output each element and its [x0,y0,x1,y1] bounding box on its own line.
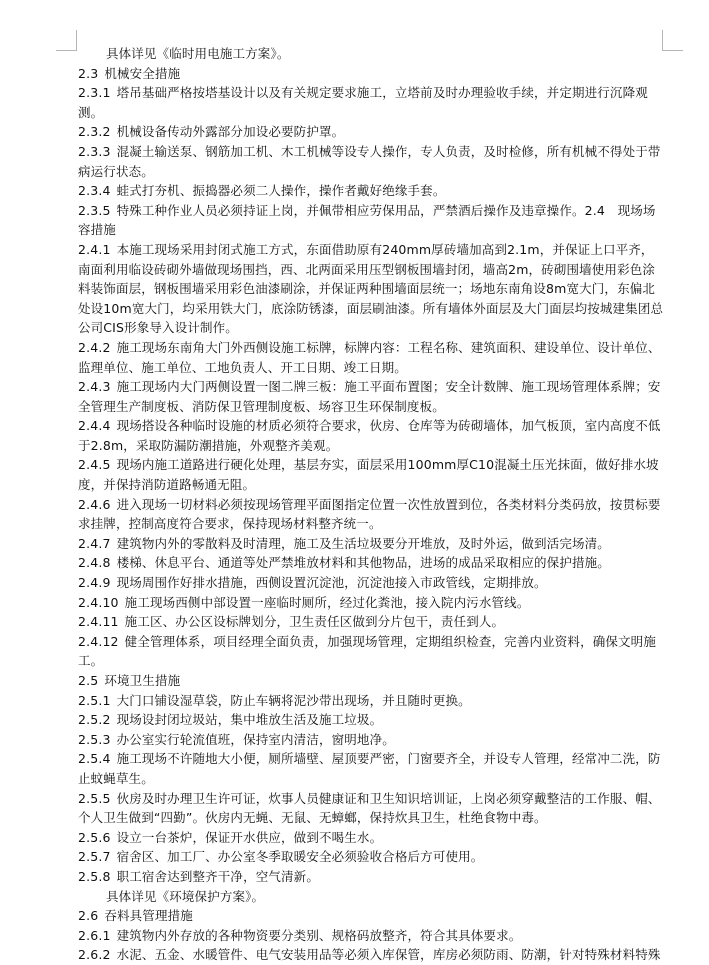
section-number: 2.4.1 [78,241,111,257]
paragraph-text: 楼梯、休息平台、通道等处严禁堆放材料和其他物品，进场的成品采取相应的保护措施。 [116,555,610,571]
paragraph [78,416,664,455]
paragraph [78,926,664,946]
paragraph [78,828,664,848]
section-number: 2.5.3 [78,731,111,747]
paragraph-text: 吞料具管理措施 [104,908,193,924]
section-number: 2.4.5 [78,457,111,473]
section-number: 2.5.8 [78,868,111,884]
section-number: 2.5.7 [78,849,111,865]
section-number: 2.3 [78,65,99,81]
paragraph [78,495,664,534]
section-number: 2.3.3 [78,143,111,159]
section-number: 2.4.11 [78,614,119,630]
section-number: 2.6 [78,908,99,924]
paragraph [78,64,664,84]
paragraph [78,867,664,887]
paragraph [78,142,664,181]
paragraph-text: 施工现场西侧中部设置一座临时厕所，经过化粪池，接入院内污水管线。 [124,594,530,610]
page-corner-mark-top-right [662,30,683,51]
section-number: 2.6.2 [78,947,111,963]
paragraph [78,847,664,867]
paragraph [78,455,664,494]
document-body [78,44,664,965]
paragraph-text: 施工现场不许随地大小便，厕所墙壁、屋顶要严密，门窗要齐全，并设专人管理，经常冲二洗，防止蚊蝇草生。 [78,751,661,786]
paragraph [78,632,664,671]
section-number: 2.4.8 [78,555,111,571]
paragraph-text: 本施工现场采用封闭式施工方式，东面借助原有240mm厚砖墙加高到2.1m，并保证上口平齐，南面利用临设砖砌外墙做现场围挡，西、北两面采用压型钢板围墙封闭，墙高2m，砖砌围墙使用彩色涂料装饰面层，钢板围墙采用彩色油漆刷涂，并保证两种围墙面层统一；场地东南角设8m宽大门，东偏北处设10m宽大门，均采用铁大门，底涂防锈漆，面层刷油漆。所有墙体外面层及大门面层均按城建集团总公司CIS形象导入设计制作。 [78,241,664,336]
paragraph-text: 机械安全措施 [104,65,181,81]
paragraph [78,122,664,142]
section-number: 2.5.1 [78,692,111,708]
paragraph [78,573,664,593]
section-number: 2.4.7 [78,535,111,551]
section-number: 2.4.4 [78,418,111,434]
paragraph [78,945,664,965]
paragraph [78,240,664,338]
paragraph-text: 设立一台茶炉，保证开水供应，做到不喝生水。 [116,829,383,845]
section-number: 2.4.3 [78,379,111,395]
section-number: 2.5.6 [78,829,111,845]
section-number: 2.4.9 [78,575,111,591]
paragraph [78,83,664,122]
paragraph [78,749,664,788]
paragraph-text: 具体详见《临时用电施工方案》。 [106,46,290,61]
paragraph [78,534,664,554]
paragraph [78,593,664,613]
section-number: 2.4.2 [78,339,111,355]
paragraph [78,887,664,907]
section-number: 2.4.12 [78,633,119,649]
paragraph [78,789,664,828]
paragraph [78,691,664,711]
paragraph-text: 施工现场东南角大门外西侧设施工标牌，标牌内容：工程名称、建筑面积、建设单位、设计单位、监理单位、施工单位、工地负责人、开工日期、竣工日期。 [78,339,661,375]
paragraph-text: 现场内施工道路进行硬化处理，基层夯实，面层采用100mm厚C10混凝土压光抹面，做好排水坡度，并保持消防道路畅通无阻。 [78,457,659,493]
page-corner-mark-top-left [56,30,77,51]
section-number: 2.3.2 [78,124,111,140]
paragraph-text: 进入现场一切材料必须按现场管理平面图指定位置一次性放置到位，各类材料分类码放，按贯标要求挂牌，控制高度符合要求，保持现场材料整齐统一。 [78,496,661,532]
paragraph-text: 具体详见《环境保护方案》。 [106,888,265,904]
paragraph-text: 办公室实行轮流值班，保持室内清洁，窗明地净。 [116,731,395,747]
paragraph-text: 健全管理体系，项目经理全面负责，加强现场管理，定期组织检查，完善内业资料，确保文明施工。 [78,633,656,669]
paragraph-text: 现场设封闭垃圾站，集中堆放生活及施工垃圾。 [116,712,383,728]
paragraph [78,906,664,926]
section-number: 2.5.5 [78,790,111,806]
paragraph [78,181,664,201]
paragraph-text: 塔吊基础严格按塔基设计以及有关规定要求施工，立塔前及时办理验收手续，并定期进行沉降观测。 [78,85,648,120]
paragraph-text: 机械设备传动外露部分加设必要防护罩。 [116,124,345,140]
paragraph-text: 施工区、办公区设标牌划分，卫生责任区做到分片包干，责任到人。 [124,614,505,630]
section-number: 2.3.4 [78,183,111,199]
paragraph [78,612,664,632]
paragraph [78,338,664,377]
paragraph-text: 职工宿舍达到整齐干净，空气清新。 [116,868,319,884]
section-number: 2.5 [78,673,99,688]
paragraph-text: 特殊工种作业人员必须持证上岗，并佩带相应劳保用品，严禁酒后操作及违章操作。2.4 现场场容措施 [78,202,656,238]
paragraph-text: 现场周围作好排水措施，西侧设置沉淀池，沉淀池接入市政管线，定期排放。 [116,575,547,591]
paragraph [78,671,664,691]
paragraph [78,553,664,573]
section-number: 2.4.6 [78,496,111,512]
paragraph [78,730,664,750]
section-number: 2.5.4 [78,751,111,767]
paragraph-text: 现场搭设各种临时设施的材质必须符合要求，伙房、仓库等为砖砌墙体，加气板顶，室内高度不低于2.8m，采取防漏防潮措施，外观整齐美观。 [78,418,661,453]
section-number: 2.6.1 [78,927,111,943]
paragraph [78,710,664,730]
paragraph-text: 建筑物内外的零散料及时清理，施工及生活垃圾要分开堆放，及时外运，做到活完场清。 [116,535,610,551]
section-number: 2.3.5 [78,202,111,218]
paragraph [78,377,664,416]
section-number: 2.5.2 [78,712,111,728]
paragraph-text: 建筑物内外存放的各种物资要分类别、规格码放整齐，符合其具体要求。 [116,927,522,943]
paragraph [78,201,664,240]
section-number: 2.3.1 [78,85,111,101]
paragraph-text: 施工现场内大门两侧设置一图二牌三板：施工平面布置图；安全计数牌、施工现场管理体系牌；安全管理生产制度板、消防保卫管理制度板、场容卫生环保制度板。 [78,379,661,414]
paragraph-text: 混凝土输送泵、钢筋加工机、木工机械等设专人操作，专人负责，及时检修，所有机械不得处于带病运行状态。 [78,143,661,179]
paragraph-text: 宿舍区、加工厂、办公室冬季取暖安全必须验收合格后方可使用。 [116,849,484,865]
paragraph-text: 大门口铺设湿草袋，防止车辆将泥沙带出现场，并且随时更换。 [116,692,471,708]
paragraph-text: 环境卫生措施 [104,673,181,688]
paragraph-text: 蛙式打夯机、振捣器必须二人操作，操作者戴好绝缘手套。 [116,183,446,199]
paragraph [78,44,664,64]
paragraph-text: 水泥、五金、水暖管件、电气安装用品等必须入库保管，库房必须防雨、防潮，针对特殊材料特殊 [116,947,661,963]
paragraph-text: 伙房及时办理卫生许可证，炊事人员健康证和卫生知识培训证，上岗必须穿戴整洁的工作服、帽、个人卫生做到“四勤”。伙房内无蝇、无鼠、无蟑螂，保持炊具卫生，杜绝食物中毒。 [78,790,661,826]
section-number: 2.4.10 [78,594,119,610]
